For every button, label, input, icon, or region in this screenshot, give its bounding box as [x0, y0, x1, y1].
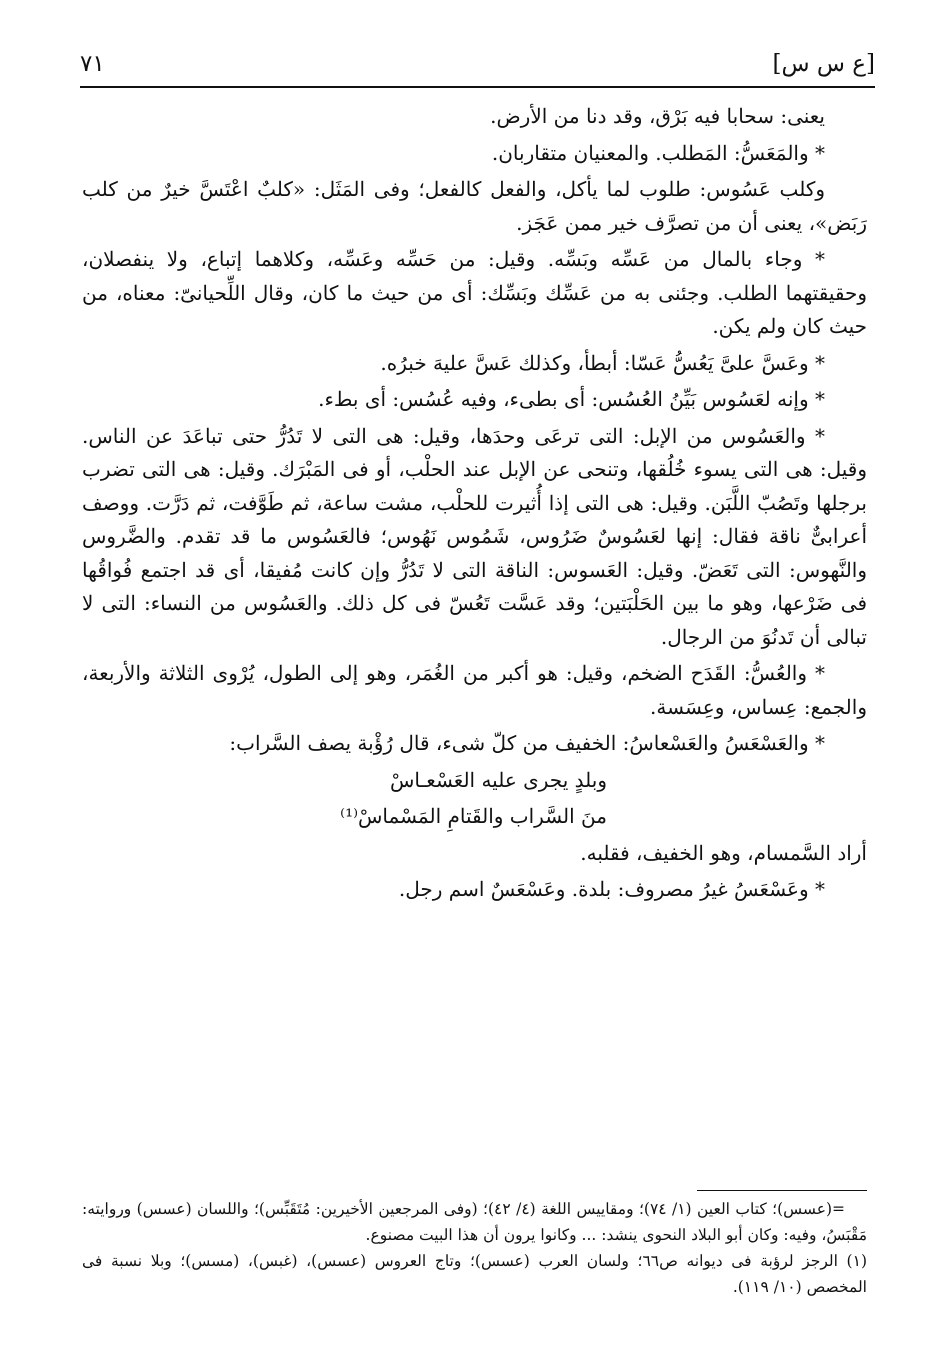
- page-header: [80, 46, 875, 82]
- paragraph: * وإنه لعَسُوس بَيِّنُ العُسُس: أى بطىء، وفيه عُسُس: أى بطء.: [318, 387, 825, 411]
- footnote: (١) الرجز لرؤبة فى ديوانه ص٦٦؛ ولسان العرب (عسس)؛ وتاج العروس (عسس)، (غبس)، (مسس)؛ وبلا نسبة فى المخصص (١٠/ ١١٩).: [82, 1252, 867, 1296]
- paragraph: * والعَسُوس من الإبل: التى ترعَى وحدَها، وقيل: هى التى لا تَدُرُّ حتى تباعَدَ عن الناس. وقيل: هى التى يسوء خُلُقها، وتنحى عن الإبل عند الحلْب، أو فى المَبْرَك. وقيل: هى التى تضرب برجلها وتَصُبّ اللَّبَن. وقيل: هى التى إذا أُثيرت للحلْب، مشت ساعة، ثم طَوَّفت، ثم دَرَّت. ووصف أعرابىٌّ ناقة فقال: إنها لعَسُوسٌ ضَرُوس، شَمُوس نَهُوس؛ فالعَسُوس ما قد تقدم. والضَّروس والنَّهوس: التى تَعَضّ. وقيل: العَسوس: الناقة التى لا تَدُرُّ وإن كانت مُفيقا، أى قد اجتمع فُواقُها فى ضَرْعها، وهو ما بين الحَلْبَتين؛ وقد عَسَّت تَعُسّ فى كل ذلك. والعَسُوس من النساء: التى لا تبالى أن تَدنُوَ من الرجال.: [82, 423, 867, 649]
- page-number: ٧١: [80, 51, 105, 77]
- verse-line: وبلدٍ يجرى عليه العَسْعـاسْ: [389, 767, 607, 792]
- paragraph: * والمَعَسُّ: المَطلب. والمعنيان متقاربان.: [491, 140, 825, 165]
- footnote: =(عسس)؛ كتاب العين (١/ ٧٤)؛ ومقاييس اللغة (٤/ ٤٢)؛ (وفى المرجعين الأخيرين: مُتَقَبِّس)؛ واللسان (عسس) وروايته: مَقْبَسُ، وفيه: وكان أبو البلاد النحوى ينشد: ... وكانوا يرون أن هذا البيت مصنوع.: [82, 1200, 867, 1244]
- paragraph: * وعَسْعَسُ غيرُ مصروف: بلدة. وعَسْعَسٌ اسم رجل.: [398, 877, 825, 901]
- footnotes: [82, 1196, 867, 1300]
- paragraph: * والعَسْعَسُ والعَسْعاسُ: الخفيف من كلّ شىء، قال رُؤْبة يصف السَّراب:: [229, 731, 825, 755]
- main-text: [82, 100, 867, 910]
- verse-line: منَ السَّراب والقَتامِ المَسْماسْ⁽¹⁾: [340, 804, 607, 828]
- footnote-divider: [697, 1190, 867, 1191]
- paragraph: وكلب عَسُوس: طلوب لما يأكل، والفعل كالفعل؛ وفى المَثَل: «كلبٌ اعْتَسَّ خيرٌ من كلب رَبَض»، يعنى أن من تصرَّف خير ممن عَجَز.: [82, 177, 867, 235]
- paragraph: أراد السَّمسام، وهو الخفيف، فقلبه.: [580, 840, 867, 865]
- paragraph: * والعُسُّ: القَدَح الضخم، وقيل: هو أكبر من الغُمَر، وهو إلى الطول، يُرْوى الثلاثة والأربعة، والجمع: عِساس، وعِسَسة.: [82, 661, 867, 719]
- paragraph: * وعَسَّ علىَّ يَعُسُّ عَسّا: أبطأ، وكذلك عَسَّ عليهَ خبرُه.: [380, 350, 825, 375]
- root-heading: [ع س س]: [772, 51, 875, 77]
- paragraph: يعنى: سحابا فيه بَرْق، وقد دنا من الأرض.: [490, 104, 825, 128]
- header-divider: [80, 86, 875, 88]
- paragraph: * وجاء بالمال من عَسِّه وبَسِّه. وقيل: من حَسِّه وعَسِّه، وكلاهما إتباع، ولا ينفصلان، وحقيقتهما الطلب. وجئنى به من عَسِّك وبَسِّك: أى من حيث ما كان، وقال اللِّحيانىّ: معناه، من حيث كان ولم يكن.: [82, 247, 867, 338]
